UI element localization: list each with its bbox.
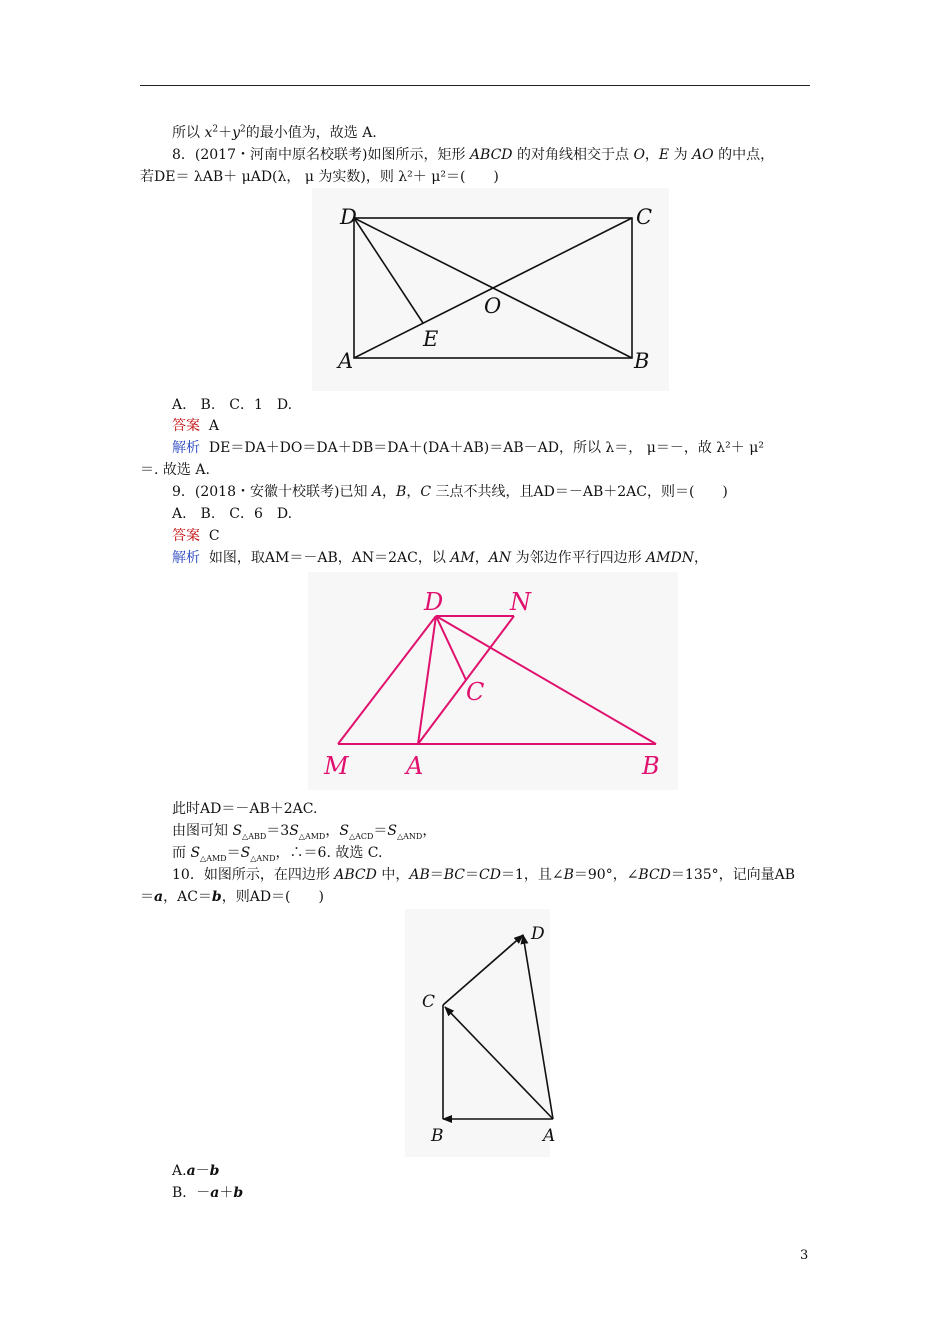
question-9-area-line2: 而 $S_{\triangle AMD}=S_{\triangle AND}$，∴＝6. 故选 C. — [172, 845, 383, 863]
label-a: A — [338, 349, 354, 373]
label-a: A — [406, 752, 424, 780]
page-number: 3 — [800, 1248, 809, 1263]
label-o: O — [484, 294, 502, 318]
answer-label: 答案 — [172, 528, 200, 544]
label-c: C — [422, 992, 436, 1012]
label-d: D — [424, 588, 444, 616]
label-b: B — [634, 349, 650, 373]
question-8-line2: 若DE＝ λAB＋ μAD(λ， μ 为实数)，则 λ²＋ μ²＝( ) — [140, 169, 499, 185]
parallelogram-figure — [308, 572, 678, 790]
segment-de — [354, 218, 423, 323]
label-d: D — [531, 924, 545, 944]
header-rule — [140, 85, 810, 86]
arrow-ad — [523, 935, 553, 1119]
answer-label: 答案 — [172, 418, 200, 434]
question-8-analysis: 解析 DE＝DA＋DO＝DA＋DB＝DA＋(DA＋AB)＝AB－AD，所以 λ＝， μ＝－，故 λ²＋ μ² — [172, 440, 764, 456]
question-8-answer: 答案 A — [172, 418, 220, 434]
question-9-area-line1: 由图可知 $S_{\triangle ABD}=3S_{\triangle AMD}$，$S_{\triangle ACD}=S_{\triangle AND}$， — [172, 823, 437, 841]
label-b: B — [431, 1126, 444, 1146]
quadrilateral-figure — [405, 909, 556, 1157]
label-c: C — [466, 678, 485, 706]
parallelogram-diagram — [308, 572, 678, 790]
analysis-label: 解析 — [172, 550, 200, 566]
label-b: B — [642, 752, 660, 780]
label-m: M — [324, 752, 349, 780]
rectangle-diagram — [312, 188, 669, 391]
label-d: D — [340, 205, 357, 229]
question-9-options: A. B. C．6 D. — [172, 506, 293, 522]
quadrilateral-diagram — [405, 909, 556, 1157]
label-n: N — [510, 588, 531, 616]
question-10-option-a: A.a－b — [172, 1163, 220, 1179]
analysis-label: 解析 — [172, 440, 200, 456]
rectangle-figure — [312, 188, 669, 391]
question-10-line1: 10．如图所示，在四边形 ABCD 中，AB＝BC＝CD＝1，且∠B＝90°，∠BCD＝135°，记向量AB — [172, 867, 796, 883]
question-8-analysis-cont: ＝. 故选 A. — [140, 462, 210, 478]
label-a: A — [543, 1126, 556, 1146]
question-9-answer: 答案 C — [172, 528, 220, 544]
question-8-line1: 8．(2017・河南中原名校联考)如图所示，矩形 ABCD 的对角线相交于点 O，E 为 AO 的中点， — [172, 147, 775, 163]
question-8-options: A. B. C．1 D. — [172, 397, 293, 413]
question-10-option-b: B．－a＋b — [172, 1185, 244, 1201]
label-e: E — [423, 327, 439, 351]
question-10-line2: ＝a，AC＝b，则AD＝( ) — [140, 889, 324, 905]
question-9-line1: 9．(2018・安徽十校联考)已知 A，B，C 三点不共线，且AD＝－AB＋2AC，则＝( ) — [172, 484, 728, 500]
label-c: C — [636, 205, 653, 229]
text-line: 所以 $x^2+y^2$的最小值为，故选 A. — [172, 124, 377, 141]
arrow-cd — [443, 935, 523, 1005]
question-9-analysis: 解析 如图，取AM＝－AB，AN＝2AC，以 AM，AN 为邻边作平行四边形 AMDN， — [172, 550, 708, 566]
question-9-line-followup: 此时AD＝－AB＋2AC. — [172, 801, 318, 817]
